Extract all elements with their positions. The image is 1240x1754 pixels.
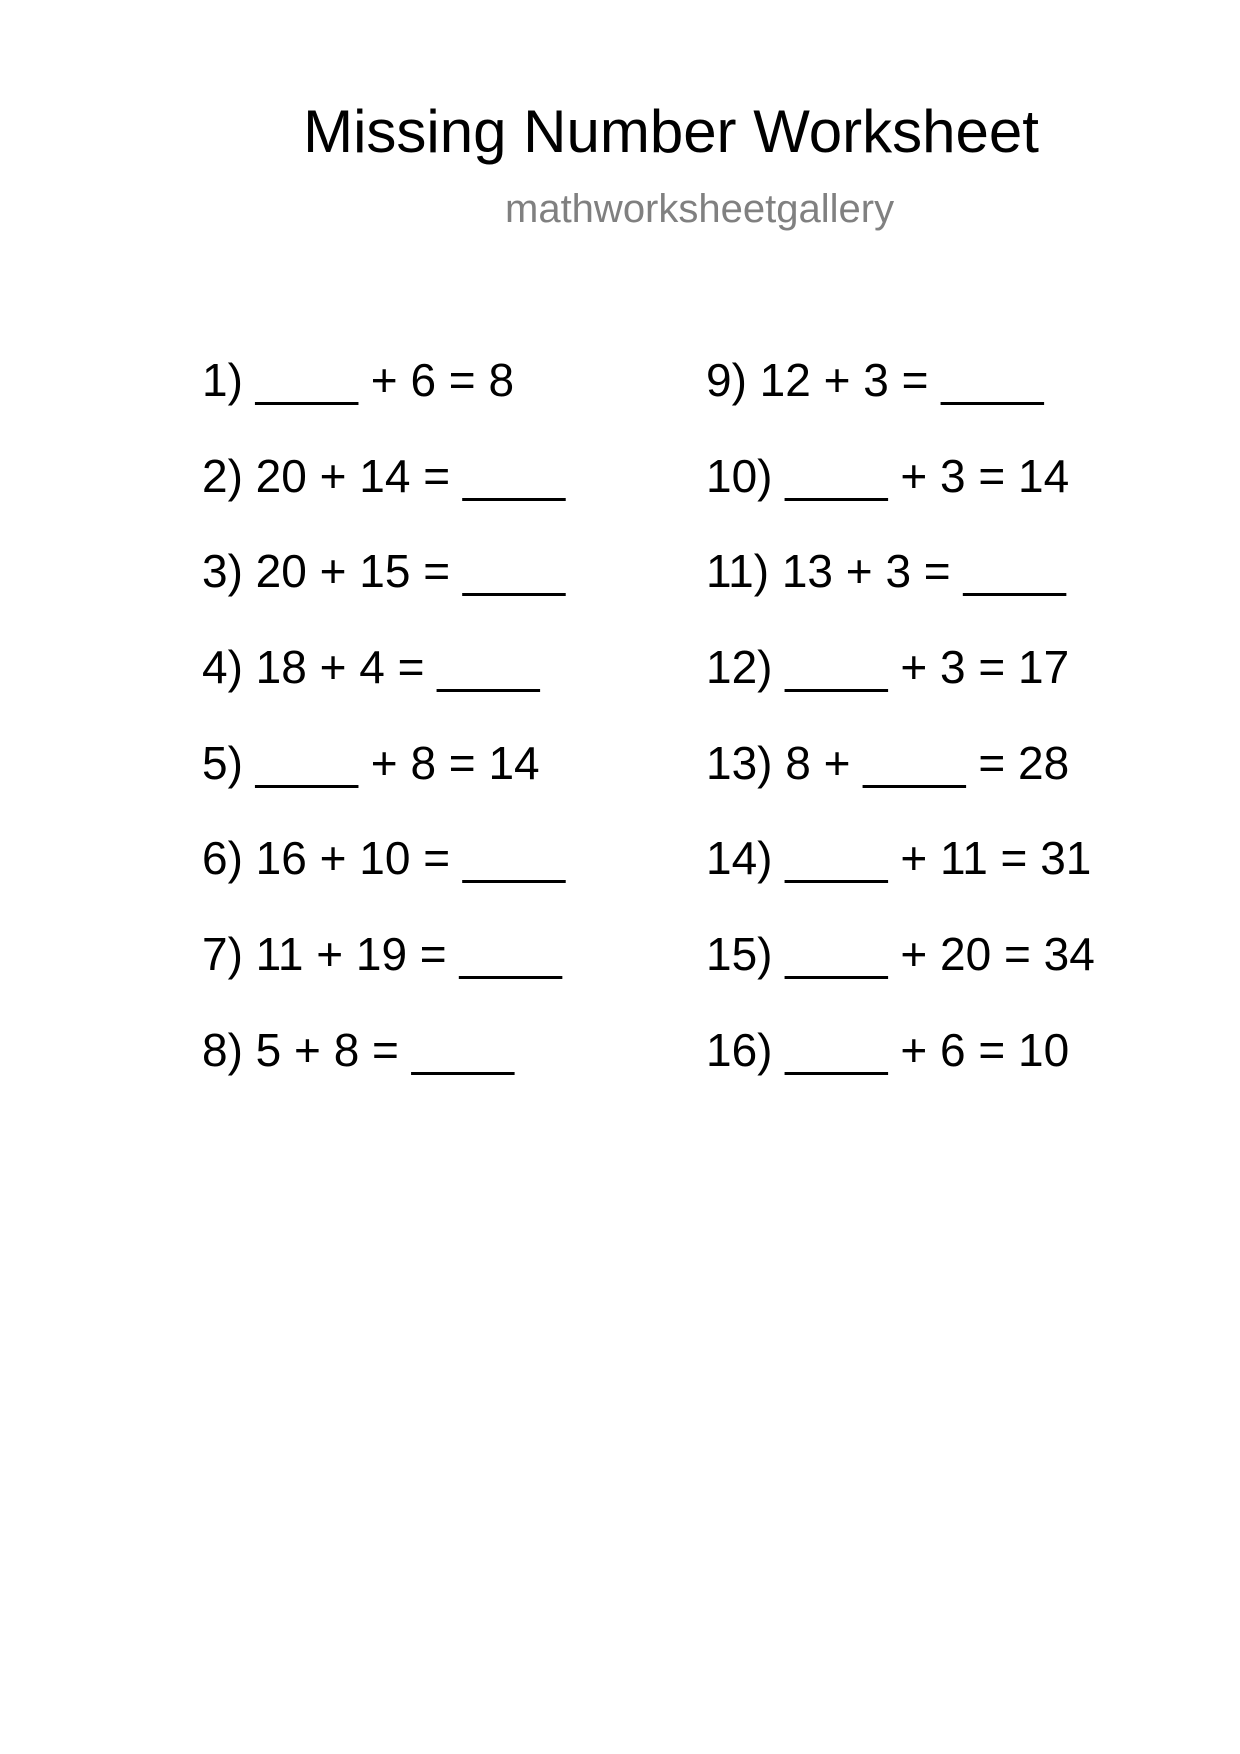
problem: 2) 20 + 14 = ____ <box>202 449 566 502</box>
problem: 7) 11 + 19 = ____ <box>202 928 562 981</box>
problem: 15) ____ + 20 = 34 <box>706 928 1095 981</box>
worksheet-title: Missing Number Worksheet <box>303 98 1039 165</box>
problem: 11) 13 + 3 = ____ <box>706 545 1066 598</box>
problem: 8) 5 + 8 = ____ <box>202 1023 515 1076</box>
problems-left-column <box>202 350 565 1116</box>
problem: 4) 18 + 4 = ____ <box>202 641 540 694</box>
problem: 5) ____ + 8 = 14 <box>202 736 540 789</box>
problem: 6) 16 + 10 = ____ <box>202 832 566 885</box>
problem: 13) 8 + ____ = 28 <box>706 736 1070 789</box>
problem: 1) ____ + 6 = 8 <box>202 354 515 406</box>
problem: 16) ____ + 6 = 10 <box>706 1023 1070 1076</box>
problem: 12) ____ + 3 = 17 <box>706 641 1070 694</box>
problem: 14) ____ + 11 = 31 <box>706 832 1092 885</box>
problem: 3) 20 + 15 = ____ <box>202 545 566 598</box>
worksheet-source: mathworksheetgallery <box>505 187 895 231</box>
problems-right-column <box>706 350 1095 1116</box>
problem: 9) 12 + 3 = ____ <box>706 354 1044 406</box>
problem: 10) ____ + 3 = 14 <box>706 449 1070 502</box>
